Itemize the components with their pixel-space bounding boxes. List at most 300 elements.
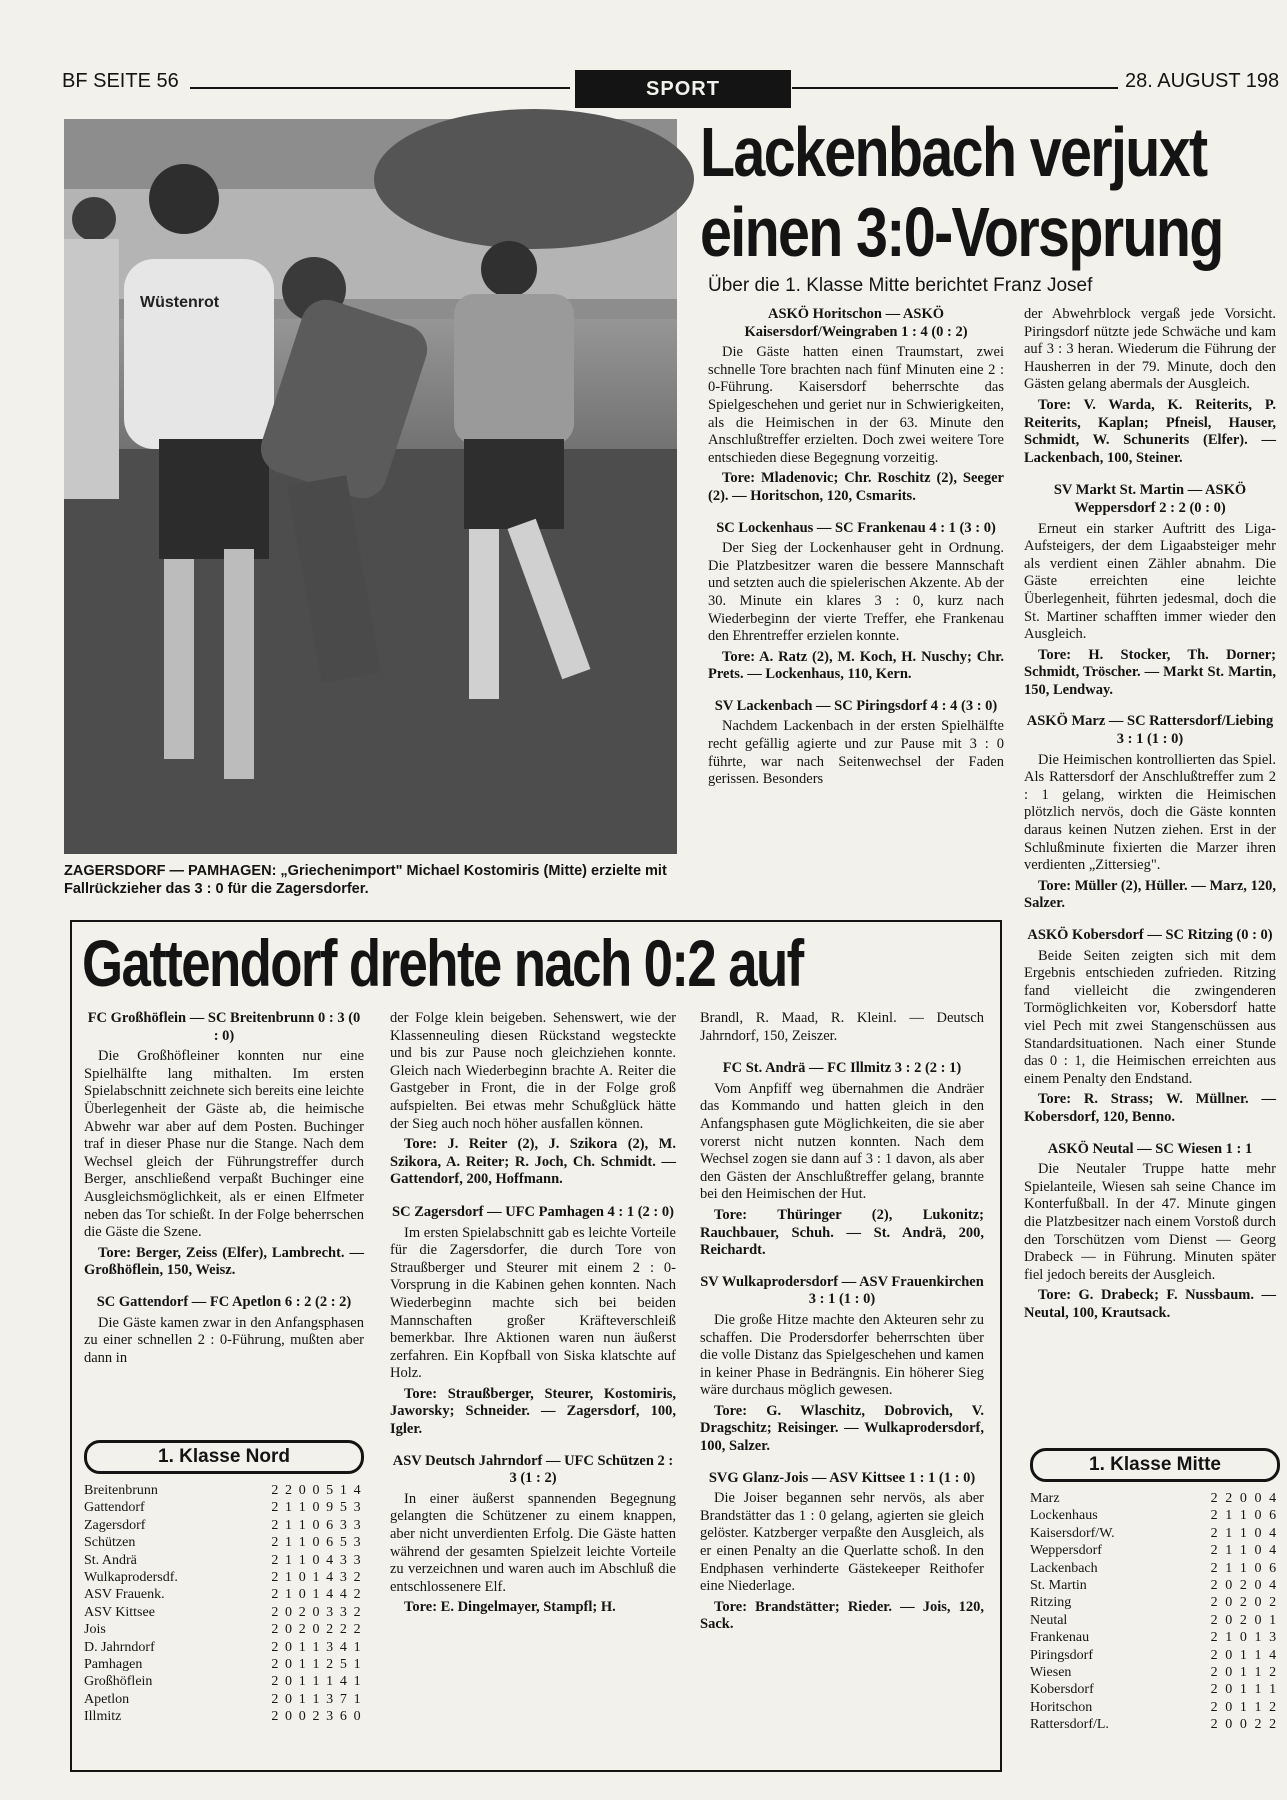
standings-value: 2 <box>271 1552 279 1568</box>
standings-value: 1 <box>312 1570 320 1586</box>
team-name: Illmitz <box>84 1709 122 1725</box>
photo-illustration <box>64 119 677 854</box>
article-scorers: Tore: Müller (2), Hüller. — Marz, 120, Salzer. <box>1024 877 1276 912</box>
standings-value: 1 <box>298 1691 306 1707</box>
standings-value: 2 <box>1210 1630 1218 1646</box>
standings-value: 1 <box>1239 1647 1247 1663</box>
standings-value: 6 <box>1269 1560 1277 1576</box>
team-name: Wiesen <box>1030 1665 1072 1681</box>
article <box>390 1204 676 1439</box>
article-title: FC St. Andrä — FC Illmitz 3 : 2 (2 : 1) <box>722 1060 962 1077</box>
standings-row <box>1030 1560 1280 1577</box>
standings-value: 0 <box>285 1674 293 1690</box>
standings-row <box>84 1639 364 1656</box>
standings-value: 0 <box>1225 1612 1233 1628</box>
standings-mitte <box>1030 1448 1280 1734</box>
header-rule-left <box>190 87 570 89</box>
standings-value: 2 <box>1225 1491 1233 1506</box>
shirt-sponsor-text: Wüstenrot <box>140 294 220 311</box>
standings-value: 2 <box>1210 1508 1218 1524</box>
team-name: Apetlon <box>84 1691 130 1707</box>
standings-value: 0 <box>285 1604 293 1620</box>
article-scorers: Tore: V. Warda, K. Reiterits, P. Reiterits, Kaplan; Pfneisl, Hauser, Schmidt, W. Schunerits (Elfer). — Lackenbach, 100, Steiner. <box>1024 396 1276 466</box>
standings-value: 1 <box>285 1517 293 1533</box>
standings-value: 0 <box>1225 1717 1233 1733</box>
top-story-column-1 <box>708 306 1004 902</box>
team-name: Marz <box>1030 1491 1060 1506</box>
standings-row <box>84 1569 364 1586</box>
standings-value: 6 <box>326 1535 334 1551</box>
standings-value: 2 <box>1210 1578 1218 1594</box>
standings-row <box>84 1482 364 1499</box>
article-body: In einer äußerst spannenden Begegnung gelangten die Schützener zu einem knappen, aber nicht unverdienten Erfolg. Die Gäste hatten während der gesamten Spielzeit leichte Vorteile zu verzeichnen und waren auch im Abschluß die entschlossenere Elf. <box>390 1490 676 1595</box>
standings-value: 1 <box>326 1674 334 1690</box>
standings-value: 1 <box>353 1657 361 1673</box>
standings-value: 0 <box>1254 1578 1262 1594</box>
standings-value: 2 <box>1239 1595 1247 1611</box>
standings-value: 0 <box>1239 1717 1247 1733</box>
standings-value: 1 <box>1239 1699 1247 1715</box>
standings-value: 2 <box>1210 1525 1218 1541</box>
photo-caption: ZAGERSDORF — PAMHAGEN: „Griechenimport" Michael Kostomiris (Mitte) erzielte mit Fallrückzieher das 3 : 0 für die Zagersdorfer. <box>64 863 667 897</box>
standings-value: 1 <box>285 1535 293 1551</box>
standings-row <box>1030 1542 1280 1559</box>
team-name: Wulkaprodersdf. <box>84 1570 178 1586</box>
standings-row <box>1030 1490 1280 1507</box>
standings-value: 2 <box>285 1483 293 1498</box>
standings-value: 0 <box>1225 1665 1233 1681</box>
standings-value: 2 <box>1210 1699 1218 1715</box>
standings-value: 1 <box>1225 1508 1233 1524</box>
article <box>700 1060 984 1260</box>
standings-value: 1 <box>1239 1508 1247 1524</box>
team-name: ASV Kittsee <box>84 1604 155 1620</box>
standings-value: 1 <box>285 1570 293 1586</box>
standings-value: 0 <box>1225 1647 1233 1663</box>
bottom-headline: Gattendorf drehte nach 0:2 auf <box>82 926 803 1000</box>
standings-value: 1 <box>1254 1665 1262 1681</box>
article-title: SV Wulkaprodersdorf — ASV Frauenkirchen 3 : 1 (1 : 0) <box>700 1273 984 1308</box>
standings-row <box>1030 1629 1280 1646</box>
article-body: Beide Seiten zeigten sich mit dem Ergebnis entschieden zufrieden. Ritzing fand vielleicht die zwingenderen Tormöglichkeiten vor, Kobersdorf hatte viel Pech mit zwei Stangenschüssen aus Standardsituationen. Nach einer Stunde das 0 : 1, die Heimischen erreichten aus einem Penalty den Endstand. <box>1024 947 1276 1087</box>
standings-value: 2 <box>271 1500 279 1516</box>
team-name: Schützen <box>84 1535 136 1551</box>
standings-value: 1 <box>298 1517 306 1533</box>
article-body: Die Joiser begannen sehr nervös, als aber Brandstätter das 1 : 0 gelang, agierten sie gleich gelöster. Katzberger verpaßte den Ausgleich, als er einen Penalty an die Querlatte schoß. In den Endphasen verhinderte Gästekeeper Reithofer eine Niederlage. <box>700 1490 984 1595</box>
standings-value: 1 <box>312 1587 320 1603</box>
article-title: SVG Glanz-Jois — ASV Kittsee 1 : 1 (1 : 0) <box>708 1469 976 1486</box>
team-name: Kobersdorf <box>1030 1682 1094 1698</box>
standings-value: 0 <box>298 1709 306 1725</box>
standings-value: 4 <box>326 1570 334 1586</box>
standings-value: 1 <box>285 1552 293 1568</box>
standings-value: 2 <box>1210 1595 1218 1611</box>
article-scorers: Tore: Mladenovic; Chr. Roschitz (2), Seeger (2). — Horitschon, 120, Csmarits. <box>708 470 1004 504</box>
standings-value: 0 <box>312 1500 320 1516</box>
standings-value: 1 <box>285 1500 293 1516</box>
standings-value: 1 <box>312 1657 320 1673</box>
standings-value: 2 <box>271 1535 279 1551</box>
article <box>700 1274 984 1456</box>
article-title: ASV Deutsch Jahrndorf — UFC Schützen 2 : 3 (1 : 2) <box>392 1452 674 1487</box>
standings-value: 1 <box>1239 1682 1247 1698</box>
top-headline-line1: Lackenbach verjuxt <box>700 113 1207 191</box>
standings-nord <box>84 1440 364 1726</box>
standings-value: 0 <box>1254 1491 1262 1506</box>
article-body: Die große Hitze machte den Akteuren sehr zu schaffen. Die Prodersdorfer beherrschten über die volle Distanz das Spielgeschehen und kamen in keiner Phase in Bedrängnis. Ein höherer Sieg wäre durchaus möglich gewesen. <box>700 1311 984 1399</box>
article-title: SV Markt St. Martin — ASKÖ Weppersdorf 2 : 2 (0 : 0) <box>1053 482 1247 516</box>
standings-row <box>1030 1716 1280 1733</box>
standings-value: 2 <box>271 1622 279 1638</box>
standings-value: 2 <box>271 1657 279 1673</box>
header-rule-right <box>792 87 1118 89</box>
article <box>1024 1141 1276 1323</box>
standings-row <box>84 1621 364 1638</box>
article-scorers: Tore: Straußberger, Steurer, Kostomiris, Jaworsky; Schneider. — Zagersdorf, 100, Igler. <box>390 1385 676 1438</box>
team-name: Weppersdorf <box>1030 1543 1102 1559</box>
standings-value: 5 <box>339 1500 347 1516</box>
article <box>708 306 1004 506</box>
article-title: SC Zagersdorf — UFC Pamhagen 4 : 1 (2 : 0) <box>392 1203 674 1220</box>
standings-value: 0 <box>1254 1508 1262 1524</box>
standings-value: 4 <box>1269 1578 1277 1594</box>
standings-table <box>1030 1490 1280 1734</box>
article-scorers: Tore: R. Strass; W. Müllner. — Kobersdorf, 120, Benno. <box>1024 1091 1276 1125</box>
standings-value: 2 <box>353 1587 361 1603</box>
standings-value: 2 <box>1210 1682 1218 1698</box>
standings-value: 0 <box>1239 1491 1247 1506</box>
standings-value: 3 <box>353 1517 361 1533</box>
article-scorers: Tore: G. Drabeck; F. Nussbaum. — Neutal, 100, Krautsack. <box>1024 1287 1276 1321</box>
standings-value: 1 <box>1239 1665 1247 1681</box>
standings-value: 4 <box>1269 1647 1277 1663</box>
article <box>708 698 1004 789</box>
standings-value: 0 <box>285 1657 293 1673</box>
standings-value: 7 <box>339 1691 347 1707</box>
standings-value: 1 <box>285 1587 293 1603</box>
standings-value: 2 <box>271 1483 279 1498</box>
article-title: FC Großhöflein — SC Breitenbrunn 0 : 3 (0 : 0) <box>87 1010 361 1044</box>
article-scorers: Tore: Thüringer (2), Lukonitz; Rauchbauer, Schuh. — St. Andrä, 200, Reichardt. <box>700 1206 984 1259</box>
article-body: Erneut ein starker Auftritt des Liga-Aufsteigers, der dem Ligaabsteiger mehr als verdient einen Zähler abnahm. Die Gäste erreichten eine leichte Überlegenheit, führten jedesmal, doch die St. Martiner schafften immer wieder den Ausgleich. <box>1024 520 1276 643</box>
article-body: Die Neutaler Truppe hatte mehr Spielanteile, Wiesen sah seine Chance im Konterfußball. In der 47. Minute gingen die Platzbesitzer nach einem Vorstoß durch den Torschützen vom Dienst — Georg Drabeck — in Führung. Minuten später fiel jedoch bereits der Ausgleich. <box>1024 1161 1276 1283</box>
standings-value: 0 <box>312 1483 320 1498</box>
standings-value: 2 <box>1210 1665 1218 1681</box>
standings-value: 3 <box>339 1604 347 1620</box>
standings-value: 1 <box>353 1674 361 1690</box>
standings-value: 2 <box>1239 1578 1247 1594</box>
article-body: Die Gäste kamen zwar in den Anfangsphasen zu einer schnellen 2 : 0-Führung, mußten aber dann in <box>84 1314 364 1366</box>
standings-value: 3 <box>326 1639 334 1655</box>
standings-value: 0 <box>285 1709 293 1725</box>
team-name: St. Andrä <box>84 1552 137 1568</box>
standings-value: 0 <box>353 1709 361 1725</box>
standings-value: 2 <box>339 1622 347 1638</box>
standings-value: 1 <box>1269 1612 1277 1628</box>
standings-value: 2 <box>298 1604 306 1620</box>
article <box>390 1453 676 1617</box>
team-name: Pamhagen <box>84 1657 143 1673</box>
article-body: Die Gäste hatten einen Traumstart, zwei schnelle Tore brachten nach fünf Minuten eine 2 : 0-Führung. Kaisersdorf beherrschte das Spielgeschehen und geriet nur in Schwierigkeiten, als die Heimischen in der 63. Minute den Anschlußtreffer erzielten. Doch zwei weitere Tore entschieden diese Begegnung vorzeitig. <box>708 344 1004 466</box>
standings-row <box>1030 1664 1280 1681</box>
standings-value: 2 <box>1210 1491 1218 1506</box>
standings-value: 5 <box>339 1657 347 1673</box>
standings-value: 4 <box>339 1639 347 1655</box>
standings-value: 2 <box>271 1604 279 1620</box>
team-name: St. Martin <box>1030 1578 1087 1594</box>
standings-value: 1 <box>1225 1543 1233 1559</box>
article-continuation: Brandl, R. Maad, R. Kleinl. — Deutsch Jahrndorf, 150, Zeiszer. <box>700 1010 984 1044</box>
standings-value: 2 <box>1210 1612 1218 1628</box>
article-body: Im ersten Spielabschnitt gab es leichte Vorteile für die Zagersdorfer, die durch Tore von Straußberger und Steurer mit einem 2 : 0-Vorsprung in die Kabinen gehen konnten. Nach Wiederbeginn machte sich bei beiden Mannschaften großer Kräfteverschleiß bemerkbar. Ihre Aktionen waren nun äußerst zerfahren. Ein Kopfball von Siska klatschte auf Holz. <box>390 1224 676 1382</box>
standings-value: 4 <box>339 1674 347 1690</box>
standings-title: 1. Klasse Nord <box>84 1440 364 1474</box>
standings-value: 0 <box>285 1691 293 1707</box>
team-name: ASV Frauenk. <box>84 1587 165 1603</box>
standings-row <box>1030 1525 1280 1542</box>
standings-value: 3 <box>339 1552 347 1568</box>
standings-value: 4 <box>326 1552 334 1568</box>
standings-value: 0 <box>312 1604 320 1620</box>
article-continuation: der Abwehrblock vergaß jede Vorsicht. Piringsdorf nützte jede Schwäche und kam auf 3 : 3 heran. Wiederum die Führung der Hausherren in der 79. Minute, doch den Gästen gelang abermals der Ausgleich. <box>1024 306 1276 393</box>
article-scorers: Tore: J. Reiter (2), J. Szikora (2), M. Szikora, A. Reiter; R. Joch, Ch. Schmidt. — Gattendorf, 200, Hoffmann. <box>390 1136 676 1188</box>
standings-value: 1 <box>1225 1525 1233 1541</box>
standings-value: 0 <box>1225 1699 1233 1715</box>
standings-row <box>1030 1699 1280 1716</box>
standings-row <box>1030 1577 1280 1594</box>
article-title: ASKÖ Marz — SC Rattersdorf/Liebing 3 : 1 (1 : 0) <box>1026 713 1274 748</box>
article <box>708 520 1004 684</box>
standings-value: 0 <box>1225 1595 1233 1611</box>
standings-value: 1 <box>1254 1682 1262 1698</box>
standings-value: 1 <box>1225 1630 1233 1646</box>
standings-value: 0 <box>1225 1682 1233 1698</box>
standings-value: 4 <box>1269 1525 1277 1541</box>
standings-value: 0 <box>312 1535 320 1551</box>
standings-value: 4 <box>1269 1543 1277 1559</box>
bottom-column-2 <box>390 1010 676 1760</box>
standings-value: 0 <box>1254 1612 1262 1628</box>
standings-value: 1 <box>1254 1699 1262 1715</box>
standings-value: 1 <box>1254 1647 1262 1663</box>
top-headline-line2: einen 3:0-Vorsprung <box>700 193 1223 271</box>
standings-value: 2 <box>1210 1543 1218 1559</box>
standings-row <box>84 1656 364 1673</box>
article <box>84 1010 364 1280</box>
standings-value: 2 <box>271 1587 279 1603</box>
standings-row <box>1030 1647 1280 1664</box>
team-name: Ritzing <box>1030 1595 1072 1611</box>
article-scorers: Tore: H. Stocker, Th. Dorner; Schmidt, Tröscher. — Markt St. Martin, 150, Lendway. <box>1024 646 1276 698</box>
team-name: Gattendorf <box>84 1500 145 1516</box>
article-scorers: Tore: G. Wlaschitz, Dobrovich, V. Dragschitz; Reisinger. — Wulkaprodersdorf, 100, Salzer. <box>700 1402 984 1455</box>
standings-row <box>1030 1507 1280 1524</box>
standings-value: 1 <box>339 1483 347 1498</box>
standings-value: 1 <box>1254 1630 1262 1646</box>
team-name: D. Jahrndorf <box>84 1639 155 1655</box>
article <box>1024 482 1276 699</box>
article-title: ASKÖ Horitschon — ASKÖ Kaisersdorf/Weingraben 1 : 4 (0 : 2) <box>744 306 968 340</box>
standings-row <box>84 1604 364 1621</box>
team-name: Breitenbrunn <box>84 1483 158 1498</box>
standings-value: 2 <box>326 1622 334 1638</box>
team-name: Kaisersdorf/W. <box>1030 1525 1115 1541</box>
standings-row <box>1030 1612 1280 1629</box>
standings-value: 2 <box>271 1674 279 1690</box>
article <box>1024 713 1276 913</box>
standings-value: 6 <box>339 1709 347 1725</box>
article-title: SC Gattendorf — FC Apetlon 6 : 2 (2 : 2) <box>96 1293 352 1310</box>
standings-value: 0 <box>1254 1525 1262 1541</box>
standings-value: 2 <box>353 1622 361 1638</box>
standings-value: 1 <box>1225 1560 1233 1576</box>
standings-value: 2 <box>326 1657 334 1673</box>
article-body: Die Heimischen kontrollierten das Spiel. Als Rattersdorf der Anschlußtreffer zum 2 : 1 gelang, wirkten die Heimischen plötzlich nervös, doch die Gäste konnten daraus keinen Nutzen ziehen. Erst in der Schlußminute fixierten die Marzer ihren verdienten „Zittersieg". <box>1024 751 1276 874</box>
standings-value: 1 <box>312 1639 320 1655</box>
standings-value: 0 <box>285 1639 293 1655</box>
standings-value: 2 <box>271 1570 279 1586</box>
standings-value: 3 <box>353 1535 361 1551</box>
standings-value: 3 <box>353 1500 361 1516</box>
standings-value: 2 <box>271 1691 279 1707</box>
standings-value: 0 <box>285 1622 293 1638</box>
bottom-column-3 <box>700 1010 984 1760</box>
standings-value: 1 <box>1239 1543 1247 1559</box>
standings-value: 2 <box>298 1622 306 1638</box>
standings-row <box>84 1534 364 1551</box>
standings-row <box>84 1499 364 1516</box>
standings-value: 2 <box>1210 1717 1218 1733</box>
standings-value: 2 <box>312 1709 320 1725</box>
top-byline: Über die 1. Klasse Mitte berichtet Franz Josef <box>708 275 1093 296</box>
standings-value: 1 <box>312 1691 320 1707</box>
article-scorers: Tore: Berger, Zeiss (Elfer), Lambrecht. — Großhöflein, 150, Weisz. <box>84 1244 364 1279</box>
standings-value: 2 <box>353 1604 361 1620</box>
standings-value: 0 <box>1254 1560 1262 1576</box>
standings-row <box>1030 1594 1280 1611</box>
standings-value: 2 <box>1269 1699 1277 1715</box>
standings-value: 1 <box>298 1657 306 1673</box>
team-name: Neutal <box>1030 1612 1068 1628</box>
standings-value: 3 <box>326 1604 334 1620</box>
match-photo <box>64 119 677 854</box>
standings-value: 3 <box>326 1709 334 1725</box>
standings-value: 1 <box>312 1674 320 1690</box>
standings-row <box>1030 1681 1280 1698</box>
standings-value: 0 <box>312 1552 320 1568</box>
standings-value: 0 <box>298 1483 306 1498</box>
standings-value: 2 <box>353 1570 361 1586</box>
standings-value: 1 <box>298 1674 306 1690</box>
standings-value: 2 <box>271 1517 279 1533</box>
standings-value: 2 <box>1269 1595 1277 1611</box>
article-scorers: Tore: A. Ratz (2), M. Koch, H. Nuschy; Chr. Prets. — Lockenhaus, 110, Kern. <box>708 648 1004 683</box>
article <box>700 1470 984 1634</box>
article-body: Vom Anpfiff weg übernahmen die Andräer das Kommando und hatten gleich in den Anfangsphasen gute Möglichkeiten, die sie aber vorerst nicht nutzen konnten. Nach dem Wechsel zogen sie dann auf 3 : 1 davon, als aber den Gästen der Anschlußtreffer gelang, brannte bei den Heimischen der Hut. <box>700 1080 984 1203</box>
standings-value: 0 <box>298 1570 306 1586</box>
standings-value: 2 <box>271 1639 279 1655</box>
standings-value: 1 <box>298 1639 306 1655</box>
standings-value: 3 <box>326 1691 334 1707</box>
team-name: Großhöflein <box>84 1674 153 1690</box>
standings-value: 3 <box>1269 1630 1277 1646</box>
article-continuation: der Folge klein beigeben. Sehenswert, wie der Klassenneuling diesen Rückstand wegsteckte und bis zur Pause noch gleichziehen konnte. Gleich nach Wiederbeginn brachte A. Reiter die Gastgeber in Front, die in der Folge groß aufspielten. Bei etwas mehr Schußglück hätte der Sieg auch noch höher ausfallen können. <box>390 1010 676 1132</box>
standings-value: 1 <box>298 1500 306 1516</box>
standings-value: 0 <box>298 1587 306 1603</box>
standings-value: 1 <box>298 1535 306 1551</box>
standings-value: 3 <box>353 1552 361 1568</box>
standings-value: 2 <box>1239 1612 1247 1628</box>
section-label: SPORT <box>575 70 791 108</box>
page-number: BF SEITE 56 <box>62 70 179 92</box>
standings-row <box>84 1552 364 1569</box>
standings-value: 1 <box>1239 1525 1247 1541</box>
article-body: Nachdem Lackenbach in der ersten Spielhälfte recht gefällig agierte und zur Pause mit 3 : 0 führte, war nach Seitenwechsel der Faden gerissen. Besonders <box>708 718 1004 788</box>
standings-value: 1 <box>1239 1560 1247 1576</box>
article-title: SC Lockenhaus — SC Frankenau 4 : 1 (3 : 0) <box>716 519 996 536</box>
standings-value: 4 <box>339 1587 347 1603</box>
article-title: ASKÖ Neutal — SC Wiesen 1 : 1 <box>1047 1140 1253 1157</box>
team-name: Horitschon <box>1030 1699 1093 1715</box>
standings-value: 2 <box>271 1709 279 1725</box>
article-title: ASKÖ Kobersdorf — SC Ritzing (0 : 0) <box>1027 927 1273 943</box>
standings-row <box>84 1708 364 1725</box>
bottom-column-1 <box>84 1010 364 1366</box>
standings-value: 3 <box>339 1517 347 1533</box>
standings-value: 2 <box>1210 1647 1218 1663</box>
standings-value: 4 <box>353 1483 361 1498</box>
article <box>1024 927 1276 1127</box>
standings-value: 2 <box>1269 1717 1277 1733</box>
team-name: Jois <box>84 1622 106 1638</box>
article-body: Der Sieg der Lockenhauser geht in Ordnung. Die Platzbesitzer waren die bessere Mannschaft und setzten auch die spielerischen Akzente. Ab der 30. Minute ein klares 3 : 0, kurz nach Wiederbeginn der vierte Treffer, ehe Frankenau den Ehrentreffer erzielen konnte. <box>708 540 1004 645</box>
article-scorers: Tore: E. Dingelmayer, Stampfl; H. <box>404 1599 616 1616</box>
standings-value: 3 <box>339 1570 347 1586</box>
standings-value: 6 <box>1269 1508 1277 1524</box>
standings-value: 2 <box>1254 1717 1262 1733</box>
standings-table <box>84 1482 364 1726</box>
standings-value: 1 <box>353 1691 361 1707</box>
article-title: SV Lackenbach — SC Piringsdorf 4 : 4 (3 : 0) <box>714 697 998 714</box>
standings-value: 0 <box>1254 1543 1262 1559</box>
team-name: Lockenhaus <box>1030 1508 1098 1524</box>
standings-value: 1 <box>353 1639 361 1655</box>
standings-value: 0 <box>1239 1630 1247 1646</box>
standings-value: 1 <box>1269 1682 1277 1698</box>
team-name: Piringsdorf <box>1030 1647 1093 1663</box>
team-name: Frankenau <box>1030 1630 1090 1646</box>
team-name: Zagersdorf <box>84 1517 146 1533</box>
article <box>84 1294 364 1367</box>
standings-row <box>84 1691 364 1708</box>
standings-value: 0 <box>312 1517 320 1533</box>
standings-value: 6 <box>326 1517 334 1533</box>
standings-value: 4 <box>326 1587 334 1603</box>
standings-row <box>84 1586 364 1603</box>
standings-value: 2 <box>1269 1665 1277 1681</box>
standings-value: 0 <box>1254 1595 1262 1611</box>
team-name: Rattersdorf/L. <box>1030 1717 1109 1733</box>
standings-row <box>84 1673 364 1690</box>
standings-value: 0 <box>1225 1578 1233 1594</box>
standings-row <box>84 1517 364 1534</box>
standings-value: 0 <box>312 1622 320 1638</box>
team-name: Lackenbach <box>1030 1560 1098 1576</box>
standings-value: 5 <box>339 1535 347 1551</box>
article-body: Die Großhöfleiner konnten nur eine Spielhälfte lang mithalten. Im ersten Spielabschnitt zeichnete sich bereits eine leichte Überlegenheit der Gäste ab, die heimische Abwehr war aber auf dem Posten. Buchinger traf in dieser Phase nur die Stange. Nach dem Wechsel gleich der Führungstreffer durch Berger, anschließend verpaßt Buchinger eine Ausgleichsmöglichkeit, als er einen Elfmeter neben das Tor schießt. In der Folge beherrschen die Gäste die Szene. <box>84 1048 364 1241</box>
standings-title: 1. Klasse Mitte <box>1030 1448 1280 1482</box>
standings-value: 4 <box>1269 1491 1277 1506</box>
